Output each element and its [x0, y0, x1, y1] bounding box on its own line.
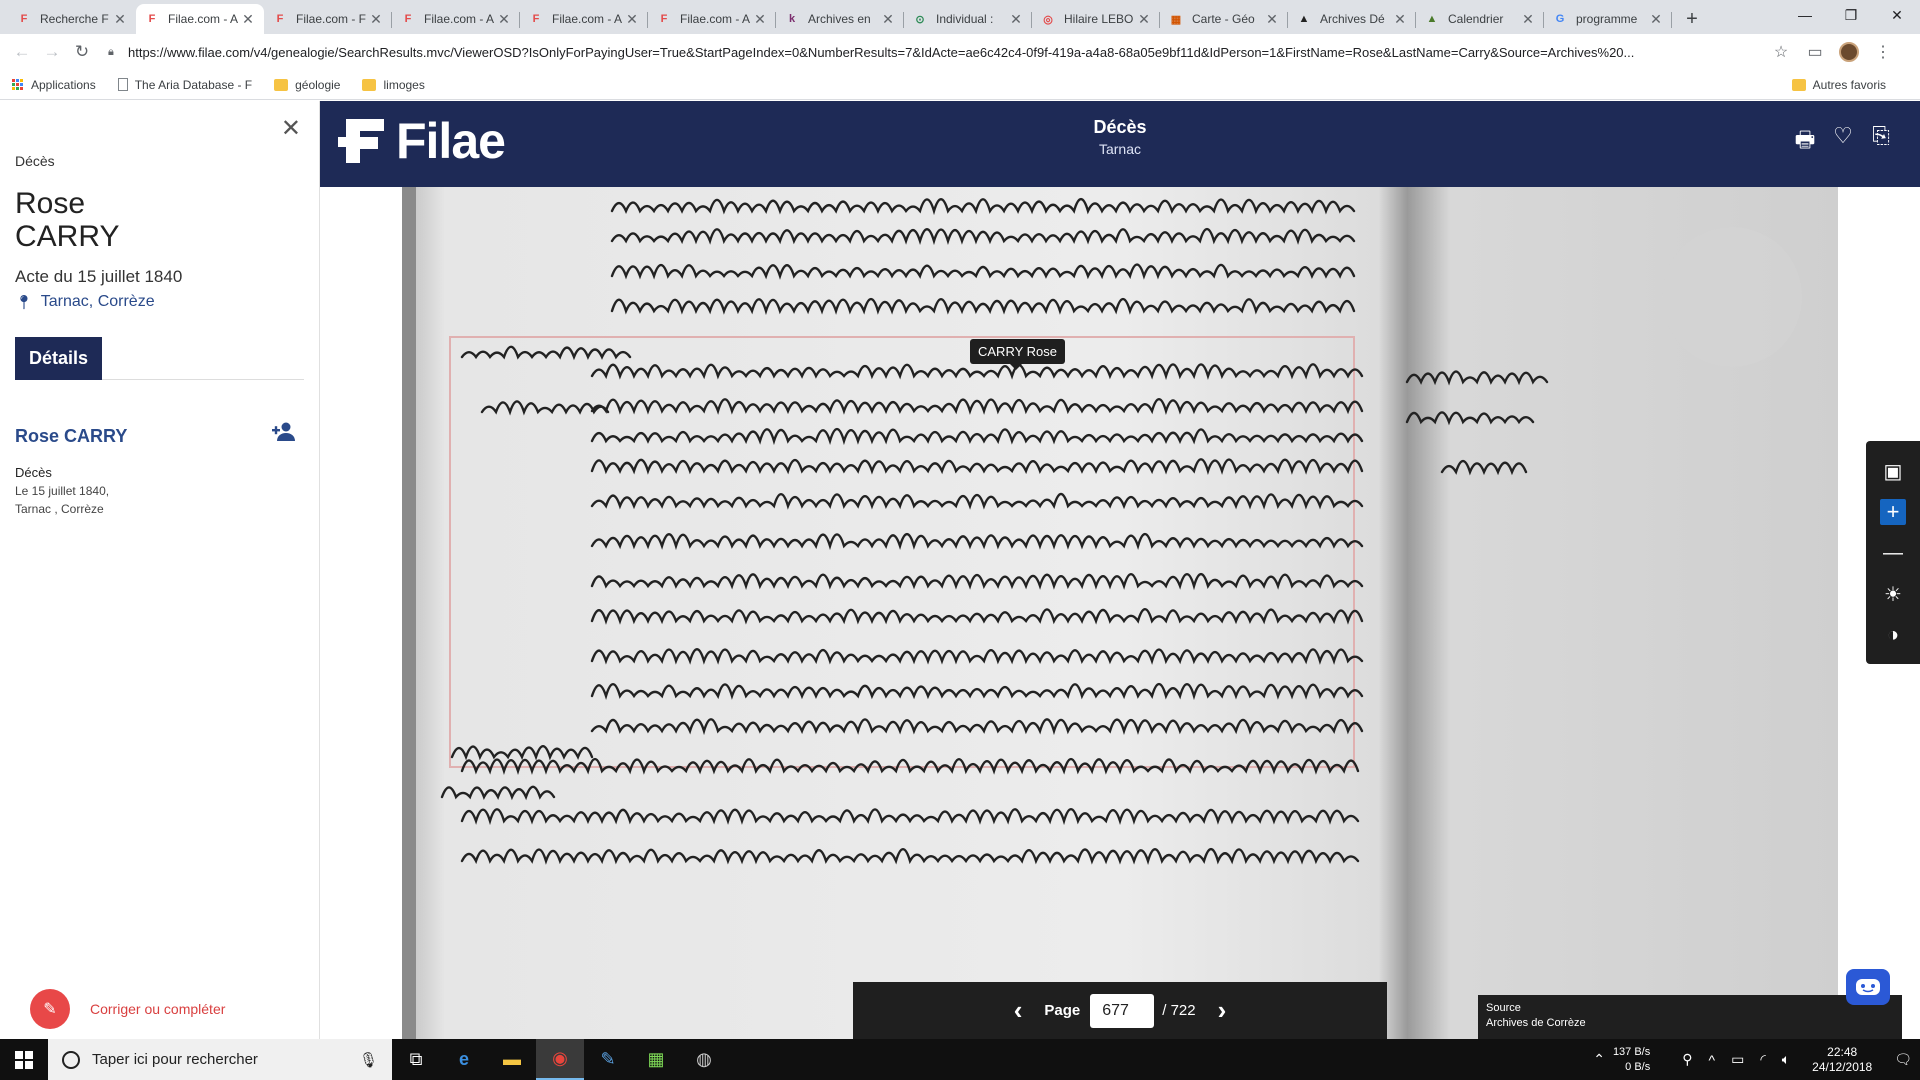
- image-icon[interactable]: ▣: [1883, 461, 1903, 483]
- tab-label: programme: [1576, 12, 1638, 26]
- edge-icon[interactable]: e: [458, 1049, 469, 1069]
- tab-close-icon[interactable]: ✕: [754, 10, 766, 27]
- other-bookmarks[interactable]: Autres favoris: [1792, 78, 1886, 92]
- browser-tab[interactable]: [648, 4, 776, 34]
- print-icon[interactable]: 🖶︎: [1794, 127, 1816, 152]
- bookmark-folder-limoges[interactable]: limoges: [362, 78, 424, 92]
- file-explorer-icon[interactable]: ▬: [503, 1049, 521, 1069]
- clock[interactable]: 22:48 24/12/2018: [1812, 1044, 1873, 1074]
- filae-logo[interactable]: Filae: [338, 115, 505, 167]
- page-number-input[interactable]: 677: [1090, 994, 1154, 1028]
- new-tab-button[interactable]: +: [1686, 7, 1698, 30]
- chrome-icon[interactable]: ◉: [536, 1039, 584, 1080]
- record-type: Décès: [15, 153, 55, 169]
- page-label: Page: [1044, 1002, 1081, 1019]
- tab-favicon-icon: ▲: [1298, 13, 1310, 25]
- maximize-icon[interactable]: ❐: [1844, 6, 1858, 23]
- document-viewer[interactable]: [320, 187, 1920, 1039]
- first-name: Rose: [15, 187, 86, 220]
- brightness-icon[interactable]: ☀: [1884, 584, 1902, 606]
- tab-label: Hilaire LEBO: [1064, 12, 1134, 26]
- browser-toolbar: [0, 34, 1920, 70]
- act-place-link[interactable]: 📍︎ Tarnac, Corrèze: [15, 293, 155, 310]
- tab-label: Archives en: [808, 12, 871, 26]
- tray-expand-icon[interactable]: ^: [1708, 1051, 1716, 1068]
- browser-tab[interactable]: [136, 4, 264, 34]
- tab-close-icon[interactable]: ✕: [1138, 10, 1150, 27]
- chat-bot-button[interactable]: [1846, 969, 1890, 1005]
- app-icon-colors[interactable]: ▦: [647, 1049, 665, 1069]
- record-tooltip: CARRY Rose: [970, 339, 1065, 364]
- tab-details[interactable]: Détails: [15, 337, 102, 380]
- notifications-icon[interactable]: 🗨︎: [1894, 1051, 1912, 1067]
- last-name: CARRY: [15, 220, 120, 253]
- contrast-icon[interactable]: ◑: [1886, 624, 1900, 646]
- bookmark-applications[interactable]: Applications: [12, 78, 96, 92]
- volume-icon[interactable]: 🔈︎: [1781, 1051, 1791, 1067]
- address-bar[interactable]: [108, 38, 1756, 66]
- sidebar-tabs: [15, 337, 304, 380]
- tab-favicon-icon: ▦: [1170, 13, 1182, 26]
- browser-tab[interactable]: [1160, 4, 1288, 34]
- browser-tab[interactable]: [392, 4, 520, 34]
- forward-button[interactable]: →: [43, 42, 61, 61]
- event-place: Tarnac , Corrèze: [15, 502, 104, 516]
- add-person-icon[interactable]: [272, 422, 296, 448]
- next-page-icon[interactable]: ›: [1217, 995, 1227, 1025]
- wifi-icon[interactable]: ◜: [1760, 1051, 1766, 1067]
- browser-tab[interactable]: [776, 4, 904, 34]
- tab-favicon-icon: ▲: [1426, 13, 1438, 25]
- browser-tab[interactable]: [264, 4, 392, 34]
- tab-label: Individual :: [936, 12, 994, 26]
- correct-record-link[interactable]: ✎ Corriger ou compléter: [30, 989, 225, 1029]
- header-actions: [1786, 123, 1900, 161]
- close-panel-icon[interactable]: ✕: [280, 115, 301, 142]
- tab-favicon-icon: ⊙: [915, 13, 925, 26]
- tab-favicon-icon: F: [276, 13, 284, 25]
- browser-tab[interactable]: [904, 4, 1032, 34]
- tab-favicon-icon: G: [1555, 13, 1565, 25]
- taskbar-search-input[interactable]: Taper ici pour rechercher 🎙︎: [48, 1039, 392, 1080]
- lock-icon: 🔒︎: [108, 45, 114, 58]
- archive-scan-image[interactable]: [402, 187, 1838, 1039]
- paperclip-icon[interactable]: ⎘: [1872, 123, 1890, 148]
- back-button[interactable]: ←: [13, 42, 31, 61]
- browser-tab[interactable]: [1288, 4, 1416, 34]
- tab-favicon-icon: F: [532, 13, 540, 25]
- tab-close-icon[interactable]: ✕: [370, 10, 382, 27]
- event-date: Le 15 juillet 1840,: [15, 484, 110, 498]
- extension-icon[interactable]: ▭: [1807, 44, 1823, 61]
- page-total: / 722: [1162, 1002, 1196, 1019]
- bookmarks-bar: [0, 70, 1920, 100]
- system-tray: [1585, 1039, 1920, 1080]
- tab-label: Archives Dé: [1320, 12, 1385, 26]
- url-text: https://www.filae.com/v4/genealogie/SearchResults.mvc/ViewerOSD?IsOnlyForPayingUser=True&StartPageIndex=0&NumberResults=7&IdActe=ae6c42c4-0f9f-419a-a4a8-68a05e9bf11d&IdPerson=1&FirstName=Rose&LastName=Carry&Source=Archives%20...: [128, 44, 1635, 60]
- tab-close-icon[interactable]: ✕: [1650, 10, 1662, 27]
- task-view-icon[interactable]: ⧉: [409, 1049, 423, 1069]
- person-link[interactable]: Rose CARRY: [15, 426, 128, 446]
- tab-close-icon[interactable]: ✕: [1522, 10, 1534, 27]
- tab-label: Recherche F: [40, 12, 109, 26]
- windows-taskbar: [0, 1039, 1920, 1080]
- window-controls: [1782, 0, 1920, 30]
- profile-avatar[interactable]: [1832, 42, 1866, 62]
- tab-label: Filae.com - A: [424, 12, 495, 26]
- source-value: Archives de Corrèze: [1486, 1017, 1586, 1029]
- app-icon-globe[interactable]: ◍: [696, 1049, 712, 1069]
- windows-start-icon[interactable]: [0, 1039, 48, 1080]
- page-icon: [118, 78, 128, 91]
- event-type: Décès: [15, 465, 52, 480]
- people-icon[interactable]: ⚲: [1682, 1051, 1693, 1067]
- viewer-toolbar: [1866, 441, 1920, 664]
- folder-icon: [274, 79, 288, 91]
- browser-tab[interactable]: [1416, 4, 1544, 34]
- tab-separator: [1671, 12, 1672, 28]
- browser-tab[interactable]: [8, 4, 136, 34]
- folder-icon: [1792, 79, 1806, 91]
- chat-bot-icon: [1855, 978, 1881, 996]
- browser-tab[interactable]: [1544, 4, 1672, 34]
- reload-button[interactable]: ↻: [74, 42, 90, 61]
- tab-label: Filae.com - F: [296, 12, 367, 26]
- edit-comment-icon: ✎: [30, 989, 70, 1029]
- tab-close-icon[interactable]: ✕: [242, 10, 254, 27]
- browser-tab[interactable]: [520, 4, 648, 34]
- minimize-icon[interactable]: —: [1798, 7, 1812, 23]
- tab-close-icon[interactable]: ✕: [882, 10, 894, 27]
- tab-close-icon[interactable]: ✕: [498, 10, 510, 27]
- tab-label: Filae.com - A: [552, 12, 623, 26]
- tab-favicon-icon: F: [660, 13, 668, 25]
- apps-grid-icon: [12, 79, 23, 90]
- app-icon-paint[interactable]: ✎: [600, 1049, 616, 1069]
- tab-close-icon[interactable]: ✕: [1394, 10, 1406, 27]
- tab-favicon-icon: F: [148, 13, 156, 25]
- chevron-up-icon[interactable]: ⌃: [1593, 1051, 1605, 1067]
- microphone-icon[interactable]: 🎙︎: [358, 1051, 378, 1069]
- person-full-name: [15, 187, 304, 253]
- zoom-in-icon[interactable]: +: [1880, 499, 1906, 525]
- cortana-icon: [62, 1051, 80, 1069]
- bookmark-aria-database[interactable]: The Aria Database - F: [118, 78, 252, 92]
- network-speed: 137 B/s 0 B/s: [1612, 1045, 1651, 1073]
- tab-close-icon[interactable]: ✕: [1266, 10, 1278, 27]
- folder-icon: [362, 79, 376, 91]
- browser-tab-strip: [0, 0, 1920, 34]
- window-close-icon[interactable]: ✕: [1891, 6, 1903, 23]
- tab-favicon-icon: k: [788, 13, 796, 25]
- source-label: Source: [1486, 1002, 1521, 1014]
- browser-menu-icon[interactable]: ⋮: [1875, 44, 1891, 61]
- page-navigator: [853, 982, 1387, 1039]
- header-title-block: [320, 117, 1920, 157]
- record-sidebar: [0, 101, 320, 1039]
- browser-tab[interactable]: [1032, 4, 1160, 34]
- header-title: Décès: [1093, 117, 1147, 137]
- tab-close-icon[interactable]: ✕: [114, 10, 126, 27]
- tab-label: Calendrier: [1448, 12, 1504, 26]
- heart-icon[interactable]: ♡: [1833, 123, 1853, 148]
- previous-page-icon[interactable]: ‹: [1013, 995, 1023, 1025]
- tab-close-icon[interactable]: ✕: [1010, 10, 1022, 27]
- zoom-out-icon[interactable]: —: [1883, 542, 1903, 564]
- tab-close-icon[interactable]: ✕: [626, 10, 638, 27]
- act-date: Acte du 15 juillet 1840: [15, 267, 183, 286]
- filae-logo-icon: [338, 115, 388, 167]
- filae-header: [320, 101, 1920, 187]
- battery-icon[interactable]: ▭: [1731, 1051, 1745, 1067]
- tab-label: Filae.com - A: [680, 12, 751, 26]
- tab-favicon-icon: F: [20, 13, 28, 25]
- tab-favicon-icon: ◎: [1043, 13, 1053, 26]
- tab-label: Filae.com - A: [168, 12, 239, 26]
- person-entry: [15, 426, 304, 516]
- header-subtitle: Tarnac: [1098, 141, 1142, 157]
- tab-favicon-icon: F: [404, 13, 412, 25]
- tab-label: Carte - Géo: [1192, 12, 1255, 26]
- source-info: [1478, 995, 1902, 1039]
- bookmark-star-icon[interactable]: ☆: [1773, 44, 1789, 61]
- map-pin-icon: 📍︎: [15, 293, 33, 310]
- bookmark-folder-geologie[interactable]: géologie: [274, 78, 340, 92]
